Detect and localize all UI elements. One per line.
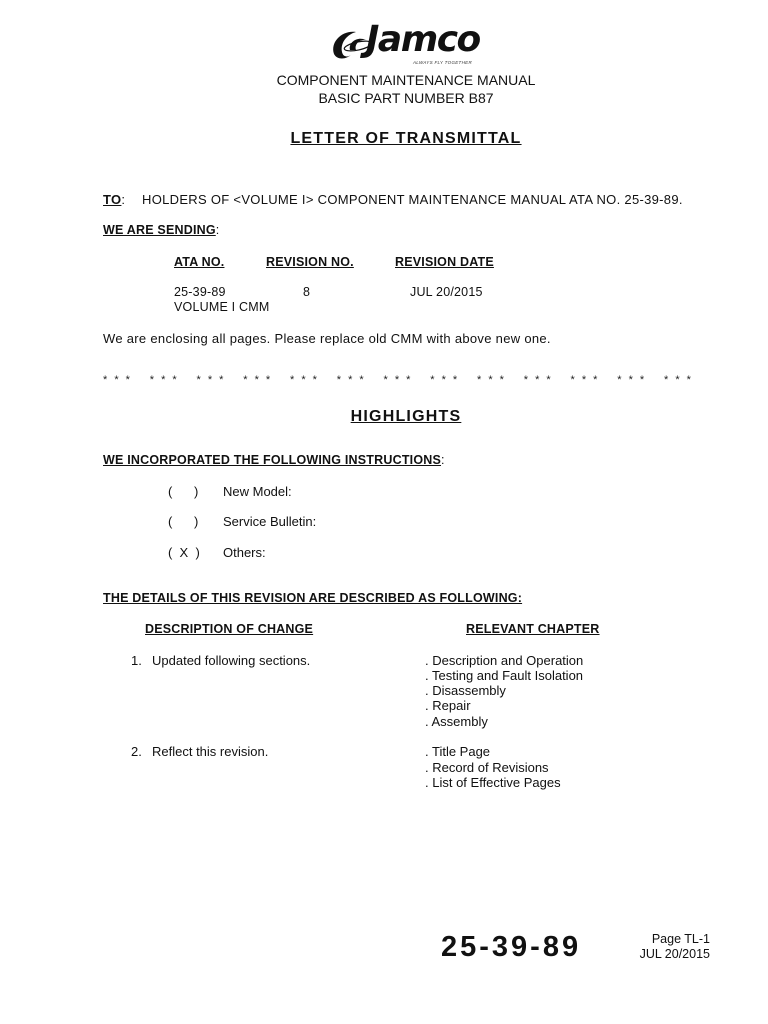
option-mark-service-bulletin: ( ) (168, 514, 199, 529)
option-mark-others: ( X ) (168, 545, 200, 560)
document-title (0, 130, 768, 148)
separator-stars: * * * (430, 374, 460, 386)
col-revision-date: REVISION DATE (395, 255, 494, 269)
separator-stars: * * * (383, 374, 413, 386)
ata-no-value: 25-39-89 (174, 285, 226, 299)
footer-page-number: Page TL-1 (651, 932, 710, 946)
change-description: Updated following sections. (152, 653, 311, 668)
change-number: 2. (131, 744, 142, 759)
separator-stars: * * * (336, 374, 366, 386)
volume-value: VOLUME I CMM (174, 300, 270, 314)
separator-stars: * * * (664, 374, 693, 386)
option-label-service-bulletin: Service Bulletin: (223, 514, 317, 529)
separator-stars: * * * (570, 374, 600, 386)
manual-title: COMPONENT MAINTENANCE MANUAL (276, 72, 536, 88)
to-text: HOLDERS OF <VOLUME I> COMPONENT MAINTENANCE MANUAL ATA NO. 25-39-89. (142, 192, 683, 207)
col-description-of-change: DESCRIPTION OF CHANGE (145, 622, 314, 636)
revision-date-value: JUL 20/2015 (410, 285, 483, 299)
change-number: 1. (131, 653, 142, 668)
logo-tagline: ALWAYS FLY TOGETHER (412, 60, 472, 65)
separator-stars: * * * (477, 374, 506, 386)
to-line: TO: (103, 192, 126, 207)
separator-stars: * * * (617, 374, 647, 386)
sending-heading: WE ARE SENDING: (103, 223, 220, 237)
jamco-logo (326, 20, 492, 68)
highlights-title-text: HIGHLIGHTS (350, 408, 462, 425)
chapter-item: . Repair (425, 698, 471, 713)
col-relevant-chapter: RELEVANT CHAPTER (466, 622, 600, 636)
change-description: Reflect this revision. (152, 744, 269, 759)
col-revision-no: REVISION NO. (266, 255, 354, 269)
incorporated-heading: WE INCORPORATED THE FOLLOWING INSTRUCTIONS: (103, 453, 445, 467)
chapter-item: . Testing and Fault Isolation (425, 668, 584, 683)
footer-ata-number: 25-39-89 (441, 931, 582, 963)
enclosing-note: We are enclosing all pages. Please replace old CMM with above new one. (103, 331, 551, 346)
chapter-item: . Assembly (425, 714, 488, 729)
separator-stars: * * * (103, 374, 132, 386)
option-mark-new-model: ( ) (168, 484, 199, 499)
sending-label: WE ARE SENDING (103, 223, 216, 237)
part-number: BASIC PART NUMBER B87 (318, 90, 494, 106)
chapter-item: . Title Page (425, 744, 491, 759)
separator-stars: * * * (243, 374, 273, 386)
col-ata-no: ATA NO. (174, 255, 225, 269)
chapter-item: . List of Effective Pages (425, 775, 561, 790)
highlights-title (0, 408, 768, 426)
star-separator (103, 374, 693, 386)
incorporated-label: WE INCORPORATED THE FOLLOWING INSTRUCTIONS (103, 453, 442, 467)
details-heading: THE DETAILS OF THIS REVISION ARE DESCRIBED AS FOLLOWING: (103, 591, 523, 605)
option-label-new-model: New Model: (223, 484, 292, 499)
footer-date: JUL 20/2015 (639, 947, 710, 961)
separator-stars: * * * (290, 374, 319, 386)
separator-stars: * * * (149, 374, 179, 386)
revision-no-value: 8 (303, 285, 311, 299)
separator-stars: * * * (523, 374, 553, 386)
option-label-others: Others: (223, 545, 266, 560)
logo-wordmark: Jamco (366, 19, 480, 60)
to-label: TO (103, 192, 122, 207)
chapter-item: . Description and Operation (425, 653, 584, 668)
chapter-item: . Disassembly (425, 683, 506, 698)
separator-stars: * * * (196, 374, 226, 386)
chapter-item: . Record of Revisions (425, 760, 549, 775)
document-title-text: LETTER OF TRANSMITTAL (290, 130, 522, 147)
